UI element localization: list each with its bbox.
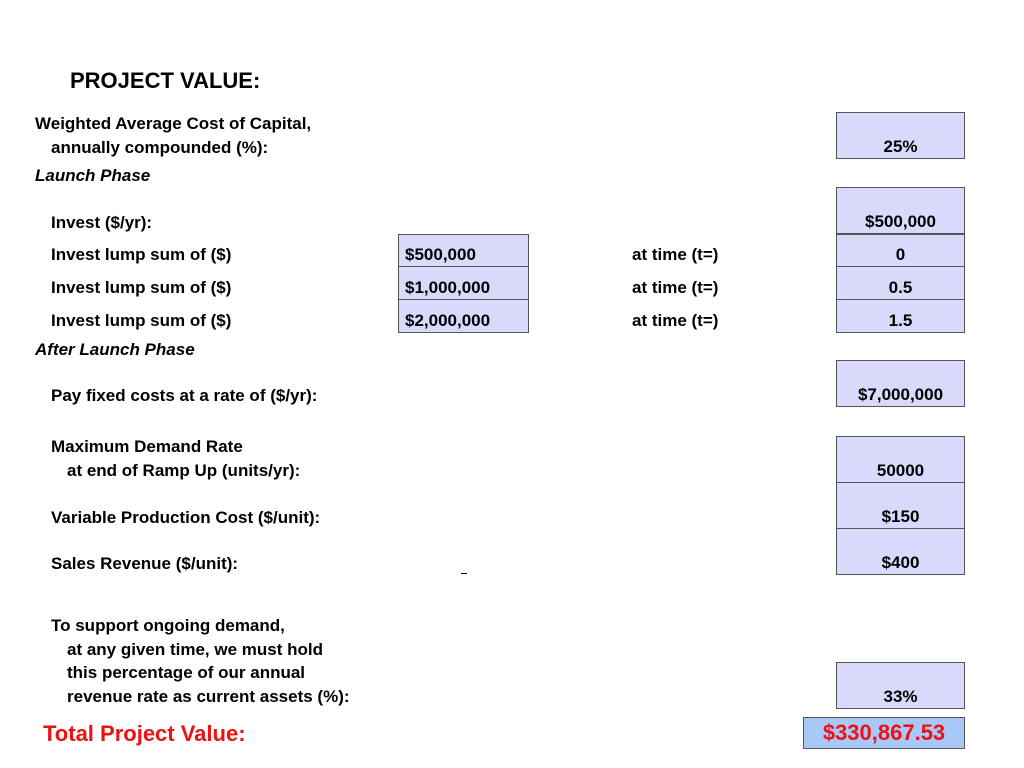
sales-revenue-input[interactable]: $400 (836, 528, 965, 575)
lump-sum-time-input[interactable]: 1.5 (836, 299, 965, 333)
stray-dash-mark (461, 573, 467, 574)
variable-cost-input[interactable]: $150 (836, 482, 965, 529)
fixed-costs-label: Pay fixed costs at a rate of ($/yr): (51, 386, 318, 405)
wacc-label-line1: Weighted Average Cost of Capital, (35, 114, 312, 133)
fixed-costs-input[interactable]: $7,000,000 (836, 360, 965, 407)
lump-sum-time-input[interactable]: 0.5 (836, 266, 965, 300)
current-assets-label-line2: at any given time, we must hold (67, 640, 323, 659)
current-assets-label-line4: revenue rate as current assets (%): (67, 687, 350, 706)
max-demand-label-line2: at end of Ramp Up (units/yr): (67, 461, 301, 480)
sales-revenue-label: Sales Revenue ($/unit): (51, 554, 239, 573)
max-demand-input[interactable]: 50000 (836, 436, 965, 483)
page-title: PROJECT VALUE: (70, 68, 261, 93)
variable-cost-label: Variable Production Cost ($/unit): (51, 508, 321, 527)
lump-sum-time-label: at time (t=) (632, 311, 719, 330)
lump-sum-amount-input[interactable]: $500,000 (398, 234, 529, 267)
after-launch-heading: After Launch Phase (35, 340, 195, 359)
invest-rate-input[interactable]: $500,000 (836, 187, 965, 234)
lump-sum-time-input[interactable]: 0 (836, 234, 965, 267)
current-assets-label-line3: this percentage of our annual (67, 663, 306, 682)
lump-sum-label: Invest lump sum of ($) (51, 245, 232, 264)
lump-sum-amount-input[interactable]: $2,000,000 (398, 299, 529, 333)
lump-sum-label: Invest lump sum of ($) (51, 311, 232, 330)
current-assets-label-line1: To support ongoing demand, (51, 616, 285, 635)
wacc-label-line2: annually compounded (%): (51, 138, 269, 157)
lump-sum-amount-input[interactable]: $1,000,000 (398, 266, 529, 300)
lump-sum-time-label: at time (t=) (632, 245, 719, 264)
wacc-input[interactable]: 25% (836, 112, 965, 159)
launch-phase-heading: Launch Phase (35, 166, 151, 185)
total-project-value-label: Total Project Value: (43, 721, 246, 746)
lump-sum-label: Invest lump sum of ($) (51, 278, 232, 297)
total-project-value-output: $330,867.53 (803, 717, 965, 749)
max-demand-label-line1: Maximum Demand Rate (51, 437, 243, 456)
invest-rate-label: Invest ($/yr): (51, 213, 153, 232)
lump-sum-time-label: at time (t=) (632, 278, 719, 297)
current-assets-input[interactable]: 33% (836, 662, 965, 709)
